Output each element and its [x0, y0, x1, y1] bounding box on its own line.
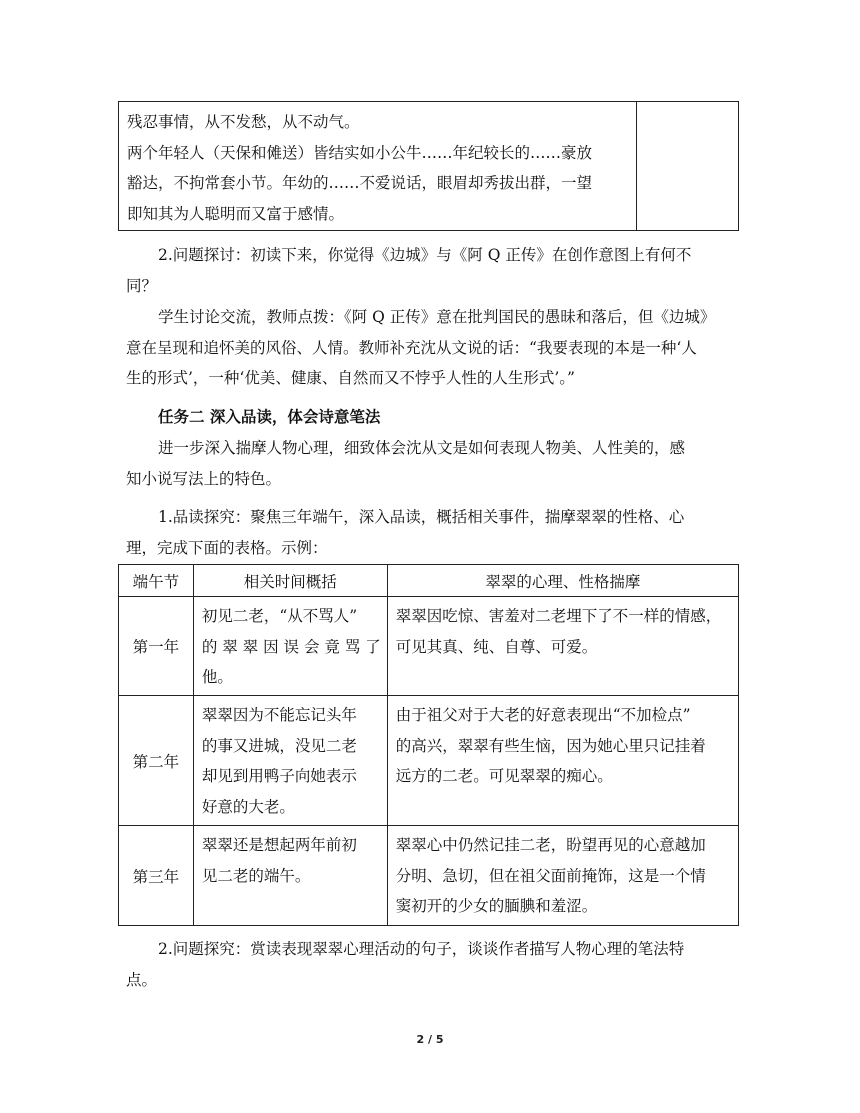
text-line: 由于祖父对于大老的好意表现出“不加检点”: [395, 706, 691, 724]
text-line: 理，完成下面的表格。示例：: [126, 538, 328, 557]
row-label: 第三年: [119, 826, 194, 926]
text-line: 知小说写法上的特色。: [126, 469, 282, 488]
summary-cell: [193, 696, 387, 826]
text-line: 即知其为人聪明而又富于感情。: [127, 204, 345, 223]
page-number: 2 / 5: [416, 1033, 444, 1046]
text-line: 1.品读探究：聚焦三年端午，深入品读，概括相关事件，揣摩翠翠的性格、心: [158, 508, 685, 526]
analysis-cell: [387, 826, 738, 926]
text-line: 点。: [126, 970, 158, 989]
question-3-paragraph: [126, 934, 738, 995]
text-line: 的事又进城，没见二老: [201, 736, 357, 755]
text-line: 学生讨论交流，教师点拨：《阿 Q 正传》意在批判国民的愚昧和落后，但《边城》: [158, 308, 716, 326]
analysis-cell: [387, 696, 738, 826]
text-line: 残忍事情，从不发愁，从不动气。: [127, 113, 360, 131]
text-line: 翠翠因为不能忘记头年: [201, 706, 357, 724]
text-line: 见二老的端午。: [201, 866, 311, 885]
table-column-divider: [636, 102, 637, 230]
summary-cell: [193, 597, 387, 696]
table-row: [119, 696, 739, 826]
text-line: 好意的大老。: [201, 797, 295, 816]
table-row: [119, 826, 739, 926]
row-label: 第一年: [119, 597, 194, 696]
table-header-row: [119, 565, 739, 597]
text-line: 2.问题探讨：初读下来，你觉得《边城》与《阿 Q 正传》在创作意图上有何不: [158, 246, 692, 264]
text-line: 他。: [201, 668, 233, 686]
text-line: 豁达，不拘常套小节。年幼的……不爱说话，眼眉却秀拔出群，一望: [127, 174, 593, 192]
text-line: 初见二老，“从不骂人”: [201, 607, 358, 625]
task2-intro-paragraph: [126, 433, 738, 494]
table-row: [119, 597, 739, 696]
summary-cell: [193, 826, 387, 926]
continued-table-text: [127, 107, 627, 229]
text-line: 可见其真、纯、自尊、可爱。: [395, 637, 598, 656]
text-line: 的 翠 翠 因 误 会 竟 骂 了: [201, 637, 381, 656]
text-line: 同？: [126, 276, 158, 295]
text-line: 却见到用鸭子向她表示: [201, 767, 357, 785]
dragon-boat-table: [118, 564, 739, 926]
text-line: 2.问题探究：赏读表现翠翠心理活动的句子，谈谈作者描写人物心理的笔法特: [158, 940, 685, 958]
text-line: 翠翠因吃惊、害羞对二老埋下了不一样的情感，: [395, 607, 722, 625]
continued-table: [118, 101, 739, 231]
text-line: 进一步深入揣摩人物心理，细致体会沈从文是如何表现人物美、人性美的，感: [158, 439, 686, 457]
question-2-paragraph: [126, 502, 738, 563]
text-line: 两个年轻人（天保和傩送）皆结实如小公牛……年纪较长的……豪放: [127, 143, 593, 162]
text-line: 翠翠心中仍然记挂二老，盼望再见的心意越加: [395, 836, 706, 854]
row-label: 第二年: [119, 696, 194, 826]
question-1-paragraph: [126, 240, 738, 301]
text-line: 翠翠还是想起两年前初: [201, 836, 357, 854]
header-analysis: 翠翠的心理、性格揣摩: [387, 565, 738, 597]
text-line: 远方的二老。可见翠翠的痴心。: [395, 767, 613, 785]
header-festival: 端午节: [119, 565, 194, 597]
text-line: 生的形式’，一种‘优美、健康、自然而又不悖乎人性的人生形式’。”: [126, 369, 575, 387]
discussion-paragraph: [126, 302, 738, 394]
text-line: 的高兴，翠翠有些生恼，因为她心里只记挂着: [395, 736, 706, 755]
text-line: 窦初开的少女的腼腆和羞涩。: [395, 897, 598, 915]
text-line: 意在呈现和追怀美的风俗、人情。教师补充沈从文说的话：“我要表现的本是一种‘人: [126, 338, 697, 357]
text-line: 分明、急切，但在祖父面前掩饰，这是一个情: [395, 866, 706, 885]
task2-heading: 任务二 深入品读，体会诗意笔法: [158, 408, 381, 426]
header-summary: 相关时间概括: [193, 565, 387, 597]
analysis-cell: [387, 597, 738, 696]
